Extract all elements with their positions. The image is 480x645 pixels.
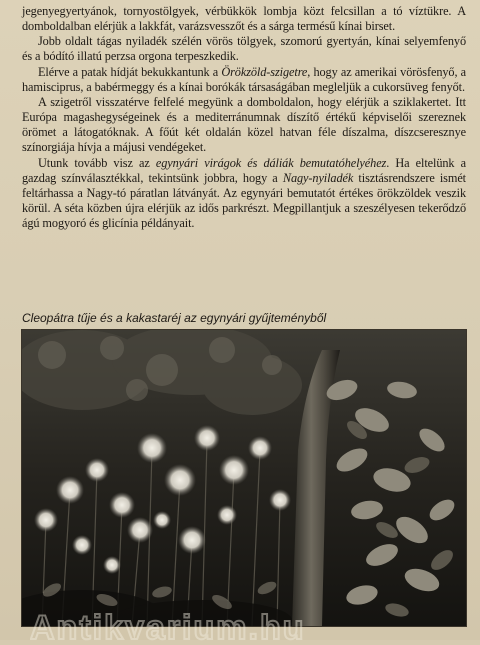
svg-text:Antikvarium.hu: Antikvarium.hu	[30, 609, 306, 645]
photo-caption: Cleopátra tűje és a kakastaréj az egynyári gyűjteményből	[22, 311, 327, 325]
emphasis-orokzold-sziget: Örökzöld-szigetre	[221, 64, 308, 79]
emphasis-egynyari-viragok: egynyári virágok és dáliák bemutatóhelyéhez	[155, 155, 387, 170]
paragraph-3: Elérve a patak hídját bekukkantunk a Örökzöld-szigetre, hogy az amerikai vörösfenyő, a hamisciprus, a babérmeggy és a kínai borókák társaságában megleljük a cukorsüveg fenyőt.	[22, 64, 466, 94]
paragraph-5: Utunk tovább visz az egynyári virágok és dáliák bemutatóhelyéhez. Ha eltelünk a gazdag színválasztékkal, tekintsünk jobbra, hogy a Nagy-nyiladék tisztásrendszere ismét feltárhassa a Nagy-tó páratlan látványát. Az egynyári bemutatót értékes örökzöldek veszik körül. A séta közben újra elérjük az idős parkrészt. Megpillantjuk a szeszélyesen tekerődző ágú mogyoró és glicínia példányait.	[22, 155, 466, 231]
paragraph-2: Jobb oldalt tágas nyiladék szélén vörös tölgyek, szomorú gyertyán, kínai selyemfenyő és a bódító illatú perzsa orgona terpeszkedik.	[22, 34, 466, 64]
garden-photo-illustration	[22, 330, 466, 626]
garden-photo	[22, 330, 466, 626]
paragraph-1: jegenyegyertyánok, tornyostölgyek, vérbükkök lombja közt felcsillan a tó víztükre. A domboldalban elérjük a lakkfát, varázsvesszőt és a sárga termésű kínai birset.	[22, 4, 466, 34]
emphasis-nagy-nyiladek: Nagy-nyiladék	[282, 170, 354, 185]
watermark-logo	[30, 605, 470, 645]
body-text	[22, 4, 466, 231]
paragraph-4: A szigetről visszatérve felfelé megyünk a domboldalon, hogy elérjük a sziklakertet. Itt Európa magashegységeinek és a mediterránumnak díszítő értékű képviselői szereznek örömet a látogatóknak. A főút két oldalán közel hatvan féle díszalma, díszcseresznye színorgiája hívja a májusi vendégeket.	[22, 94, 466, 155]
